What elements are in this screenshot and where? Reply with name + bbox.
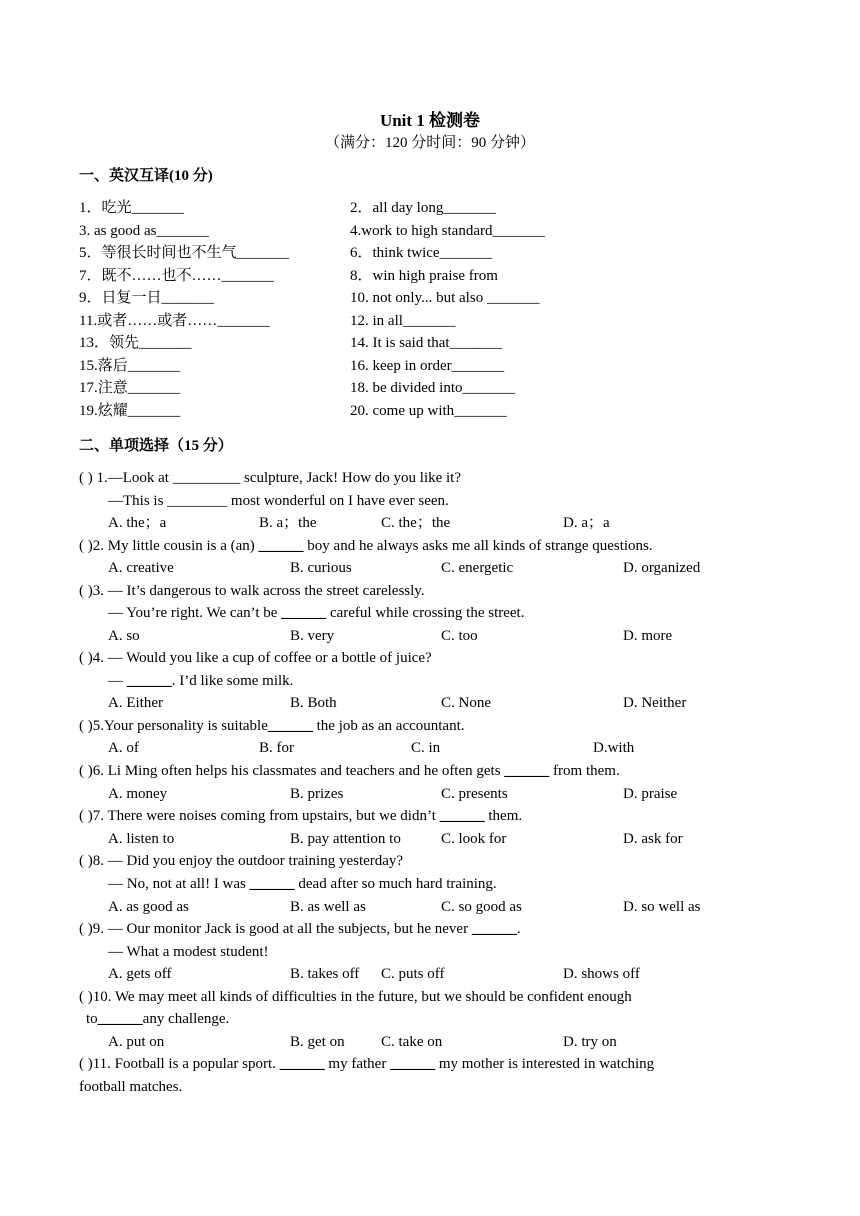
section2-heading: 二、单项选择（15 分） bbox=[79, 438, 233, 454]
page-subtitle: （满分：120 分时间：90 分钟） bbox=[324, 135, 535, 151]
option-c: C. look for bbox=[441, 831, 507, 847]
option-b: B. for bbox=[259, 740, 294, 756]
option-d: D. a；a bbox=[563, 515, 610, 531]
option-a: A. listen to bbox=[108, 831, 175, 847]
question-stem: ( )2. My little cousin is a (an) ______ boy and he always asks me all kinds of strange questions. bbox=[79, 538, 653, 554]
vocab-item: 13．领先_______ bbox=[79, 335, 192, 351]
question-stem: ( )11. Football is a popular sport. ______ my father ______ my mother is interested in watching bbox=[79, 1056, 655, 1072]
option-d: D. try on bbox=[563, 1034, 617, 1050]
option-c: C. in bbox=[411, 740, 441, 756]
vocab-item: 16. keep in order_______ bbox=[350, 358, 505, 374]
question-stem: football matches. bbox=[79, 1079, 183, 1095]
option-b: B. Both bbox=[290, 695, 337, 711]
vocab-item: 20. come up with_______ bbox=[350, 403, 507, 419]
question-stem: ( )9. — Our monitor Jack is good at all the subjects, but he never ______. bbox=[79, 921, 521, 937]
vocab-item: 2．all day long_______ bbox=[350, 200, 496, 216]
option-d: D. Neither bbox=[623, 695, 687, 711]
section1-heading: 一、英汉互译(10 分) bbox=[79, 168, 213, 184]
option-c: C. presents bbox=[441, 786, 508, 802]
question-stem: ( )8. — Did you enjoy the outdoor training yesterday? bbox=[79, 853, 404, 869]
option-c: C. None bbox=[441, 695, 491, 711]
question-stem: — You’re right. We can’t be ______ careful while crossing the street. bbox=[108, 605, 525, 621]
option-c: C. puts off bbox=[381, 966, 445, 982]
question-stem: — No, not at all! I was ______ dead after so much hard training. bbox=[108, 876, 497, 892]
vocab-item: 12. in all_______ bbox=[350, 313, 456, 329]
answer-blank: ______ bbox=[281, 605, 327, 621]
option-b: B. a；the bbox=[259, 515, 317, 531]
answer-blank: ______ bbox=[471, 921, 517, 937]
question-stem: ( )5.Your personality is suitable______ the job as an accountant. bbox=[79, 718, 465, 734]
option-d: D. praise bbox=[623, 786, 678, 802]
option-a: A. the；a bbox=[108, 515, 167, 531]
option-b: B. as well as bbox=[290, 899, 366, 915]
option-d: D. more bbox=[623, 628, 673, 644]
answer-blank: ______ bbox=[390, 1056, 436, 1072]
question-stem: ( )6. Li Ming often helps his classmates and teachers and he often gets ______ from them. bbox=[79, 763, 620, 779]
option-d: D.with bbox=[593, 740, 635, 756]
question-stem: ( )3. — It’s dangerous to walk across the street carelessly. bbox=[79, 583, 425, 599]
option-d: D. ask for bbox=[623, 831, 683, 847]
vocab-item: 10. not only... but also _______ bbox=[350, 290, 540, 306]
question-stem: — What a modest student! bbox=[108, 944, 269, 960]
question-stem: —This is ________ most wonderful on I have ever seen. bbox=[108, 493, 449, 509]
option-c: C. take on bbox=[381, 1034, 443, 1050]
question-stem: ( )10. We may meet all kinds of difficulties in the future, but we should be confident enough bbox=[79, 989, 632, 1005]
vocab-item: 14. It is said that_______ bbox=[350, 335, 503, 351]
vocab-item: 11.或者……或者……_______ bbox=[79, 313, 270, 329]
vocab-item: 9．日复一日_______ bbox=[79, 290, 215, 306]
option-a: A. gets off bbox=[108, 966, 172, 982]
vocab-item: 6．think twice_______ bbox=[350, 245, 493, 261]
option-c: C. the；the bbox=[381, 515, 451, 531]
option-b: B. get on bbox=[290, 1034, 345, 1050]
option-d: D. shows off bbox=[563, 966, 640, 982]
vocab-item: 3. as good as_______ bbox=[79, 223, 209, 239]
answer-blank: ______ bbox=[279, 1056, 325, 1072]
option-d: D. organized bbox=[623, 560, 701, 576]
option-a: A. Either bbox=[108, 695, 163, 711]
page-title: Unit 1 检测卷 bbox=[379, 111, 481, 130]
option-c: C. too bbox=[441, 628, 478, 644]
question-stem: — ______. I’d like some milk. bbox=[108, 673, 294, 689]
question-stem: ( ) 1.—Look at _________ sculpture, Jack! How do you like it? bbox=[79, 470, 462, 486]
vocab-item: 5．等很长时间也不生气_______ bbox=[79, 245, 290, 261]
option-a: A. as good as bbox=[108, 899, 189, 915]
option-a: A. creative bbox=[108, 560, 174, 576]
option-d: D. so well as bbox=[623, 899, 701, 915]
vocab-item: 1．吃光_______ bbox=[79, 200, 185, 216]
option-b: B. very bbox=[290, 628, 335, 644]
option-a: A. put on bbox=[108, 1034, 165, 1050]
answer-blank: ______ bbox=[258, 538, 304, 554]
answer-blank: ______ bbox=[249, 876, 295, 892]
vocab-item: 19.炫耀_______ bbox=[79, 403, 181, 419]
option-a: A. so bbox=[108, 628, 140, 644]
answer-blank: ______ bbox=[267, 718, 313, 734]
vocab-item: 4.work to high standard_______ bbox=[350, 223, 545, 239]
vocab-item: 15.落后_______ bbox=[79, 358, 181, 374]
option-b: B. pay attention to bbox=[290, 831, 401, 847]
answer-blank: ______ bbox=[126, 673, 172, 689]
vocab-item: 17.注意_______ bbox=[79, 380, 181, 396]
option-c: C. so good as bbox=[441, 899, 522, 915]
option-c: C. energetic bbox=[441, 560, 514, 576]
option-b: B. prizes bbox=[290, 786, 344, 802]
question-stem: ( )4. — Would you like a cup of coffee or a bottle of juice? bbox=[79, 650, 432, 666]
answer-blank: ______ bbox=[504, 763, 550, 779]
answer-blank: ______ bbox=[97, 1011, 143, 1027]
option-b: B. takes off bbox=[290, 966, 360, 982]
vocab-item: 7．既不……也不……_______ bbox=[79, 268, 275, 284]
answer-blank: ______ bbox=[439, 808, 485, 824]
question-stem: to______any challenge. bbox=[86, 1011, 230, 1027]
option-b: B. curious bbox=[290, 560, 352, 576]
option-a: A. of bbox=[108, 740, 139, 756]
question-stem: ( )7. There were noises coming from upstairs, but we didn’t ______ them. bbox=[79, 808, 523, 824]
vocab-item: 8．win high praise from bbox=[350, 268, 498, 284]
vocab-item: 18. be divided into_______ bbox=[350, 380, 515, 396]
option-a: A. money bbox=[108, 786, 168, 802]
